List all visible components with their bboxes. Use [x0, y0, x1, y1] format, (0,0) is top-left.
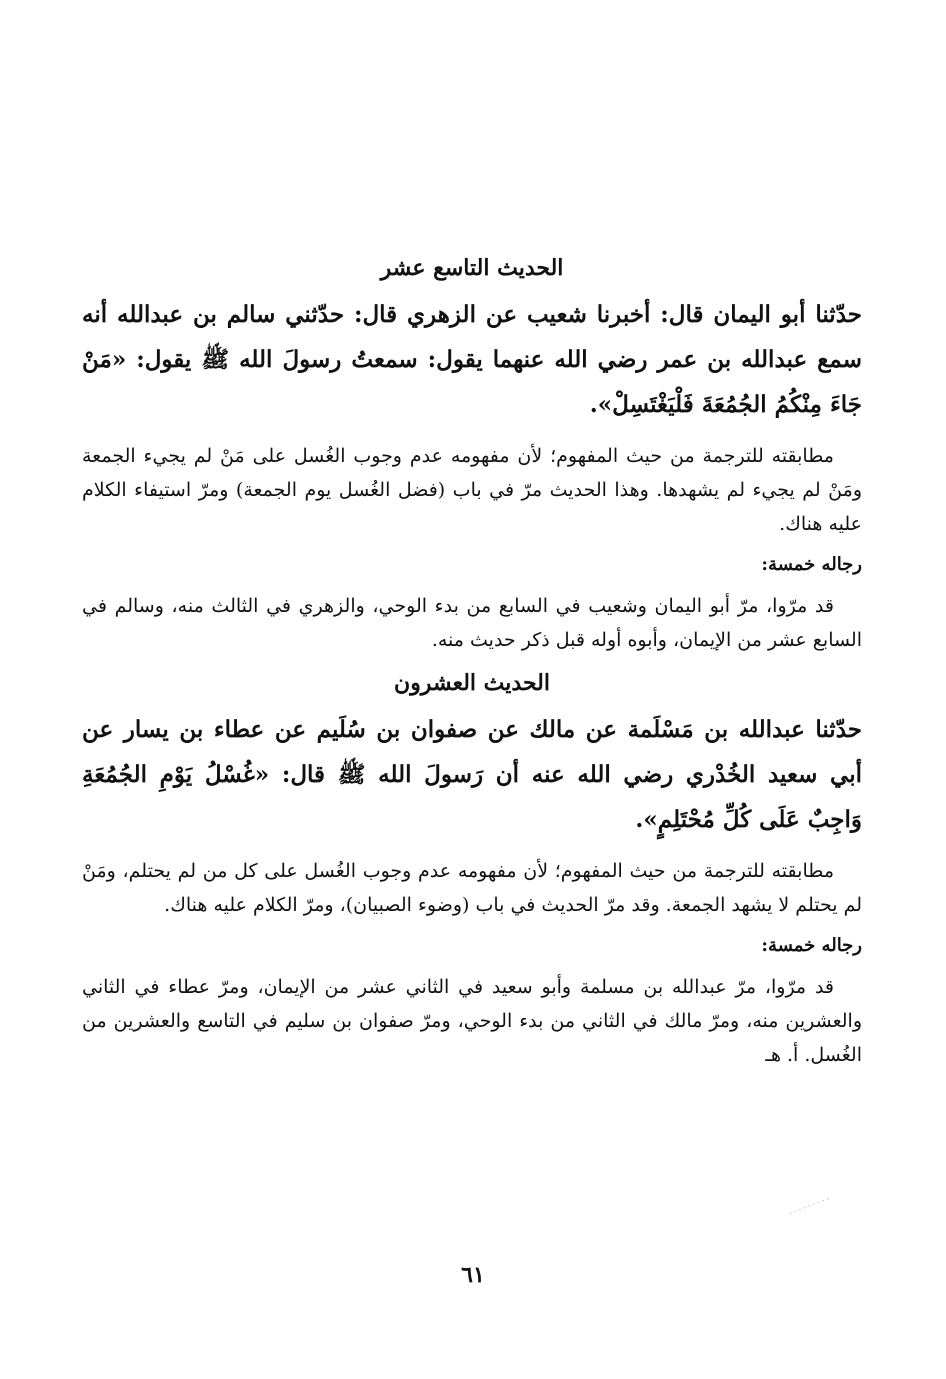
page-content: [82, 250, 862, 1080]
narrators-heading-20: رجاله خمسة:: [761, 935, 862, 956]
section-heading-20: الحديث العشرون: [394, 670, 550, 696]
narrators-text-19: قد مرّوا، مرّ أبو اليمان وشعيب في السابع من بدء الوحي، والزهري في الثالث منه، وسالم في السابع عشر من الإيمان، وأبوه أوله قبل ذكر حديث منه.: [82, 595, 862, 651]
scan-smudge-mark: [788, 1196, 832, 1216]
section-heading-19: الحديث التاسع عشر: [380, 255, 564, 281]
narrators-heading-19: رجاله خمسة:: [761, 554, 862, 575]
page-number: ٦١: [461, 1262, 485, 1288]
hadith-text-19: حدّثنا أبو اليمان قال: أخبرنا شعيب عن الزهري قال: حدّثني سالم بن عبدالله أنه سمع عبدالله بن عمر رضي الله عنهما يقول: سمعتُ رسولَ الله ﷺ يقول: «مَنْ جَاءَ مِنْكُمُ الجُمُعَةَ فَلْيَغْتَسِلْ».: [82, 301, 862, 418]
commentary-20: مطابقته للترجمة من حيث المفهوم؛ لأن مفهومه عدم وجوب الغُسل على كل من لم يحتلم، ومَنْ لم يحتلم لا يشهد الجمعة. وقد مرّ الحديث في باب (وضوء الصبيان)، ومرّ الكلام عليه هناك.: [82, 860, 862, 916]
narrators-text-20: قد مرّوا، مرّ عبدالله بن مسلمة وأبو سعيد في الثاني عشر من الإيمان، ومرّ عطاء في الثاني والعشرين منه، ومرّ مالك في الثاني من بدء الوحي، ومرّ صفوان بن سليم في التاسع والعشرين من الغُسل. أ. هـ: [82, 976, 862, 1066]
hadith-text-20: حدّثنا عبدالله بن مَسْلَمة عن مالك عن صفوان بن سُلَيم عن عطاء بن يسار عن أبي سعيد الخُدْري رضي الله عنه أن رَسولَ الله ﷺ قال: «غُسْلُ يَوْمِ الجُمُعَةِ وَاجِبٌ عَلَى كُلِّ مُحْتَلِمٍ».: [82, 716, 862, 833]
commentary-19: مطابقته للترجمة من حيث المفهوم؛ لأن مفهومه عدم وجوب الغُسل على مَنْ لم يجيء الجمعة ومَنْ لم يجيء لم يشهدها. وهذا الحديث مرّ في باب (فضل الغُسل يوم الجمعة) ومرّ استيفاء الكلام عليه هناك.: [82, 445, 862, 535]
